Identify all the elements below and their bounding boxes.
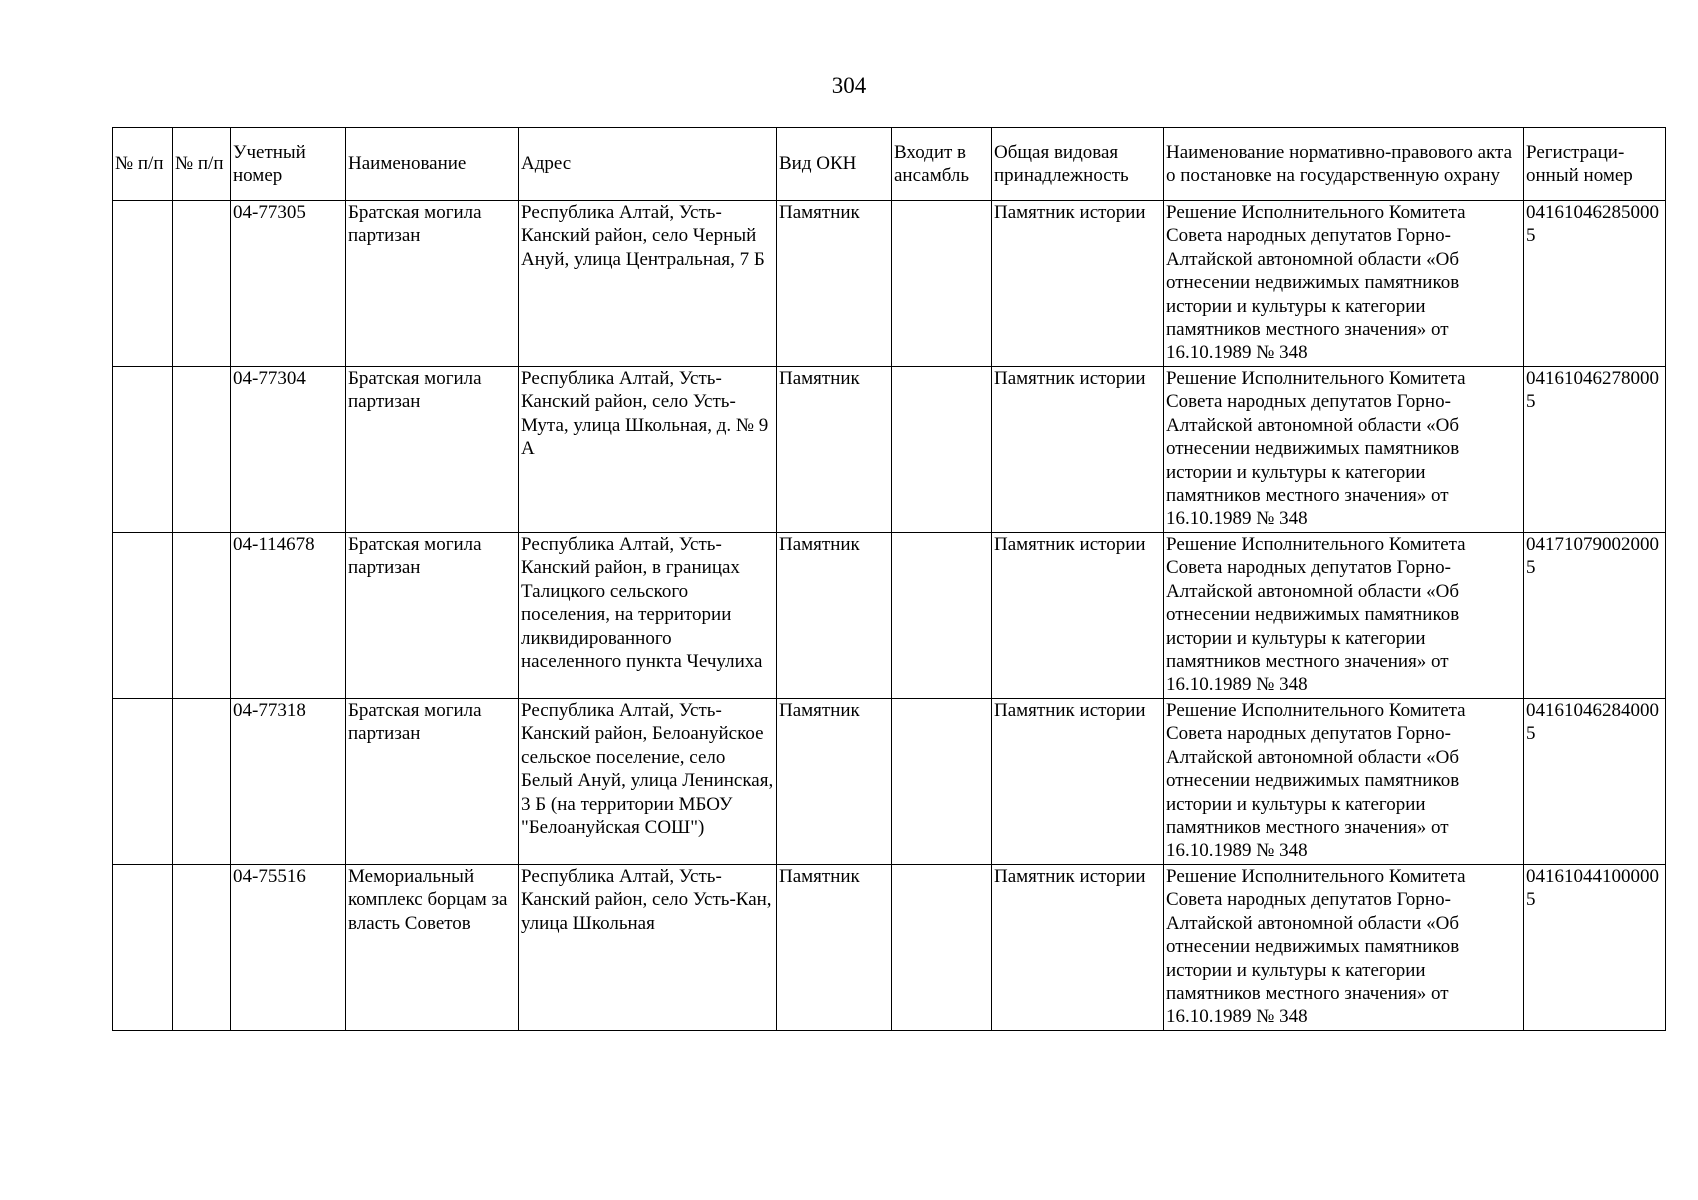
cell-address: Республика Алтай, Усть-Канский район, село Усть-Кан, улица Школьная	[519, 865, 777, 1031]
page-number: 304	[831, 73, 867, 98]
cell-row-number-2	[173, 699, 231, 865]
header-row-number-2: № п/п	[173, 128, 231, 201]
header-account-number: Учетный номер	[231, 128, 346, 201]
cell-name: Братская могила партизан	[346, 533, 519, 699]
cell-registration-number: 041710790020005	[1524, 533, 1666, 699]
table-row	[113, 201, 1666, 367]
cell-okn-type: Памятник	[777, 699, 892, 865]
cell-address: Республика Алтай, Усть-Канский район, в границах Талицкого сельского поселения, на территории ликвидированного населенного пункта Чечулиха	[519, 533, 777, 699]
cell-category: Памятник истории	[992, 865, 1164, 1031]
cell-okn-type: Памятник	[777, 201, 892, 367]
cell-ensemble	[892, 201, 992, 367]
cell-registration-number: 041610441000005	[1524, 865, 1666, 1031]
cell-account-number: 04-77318	[231, 699, 346, 865]
header-name: Наименование	[346, 128, 519, 201]
table-row	[113, 533, 1666, 699]
cell-row-number-2	[173, 533, 231, 699]
cell-name: Мемориальный комплекс борцам за власть Советов	[346, 865, 519, 1031]
cell-row-number-2	[173, 865, 231, 1031]
cell-address: Республика Алтай, Усть-Канский район, Белоануйское сельское поселение, село Белый Ануй, улица Ленинская, 3 Б (на территории МБОУ "Белоануйская СОШ")	[519, 699, 777, 865]
table-header-row	[113, 128, 1666, 201]
cell-account-number: 04-75516	[231, 865, 346, 1031]
cell-legal-act: Решение Исполнительного Комитета Совета народных депутатов Горно-Алтайской автономной области «Об отнесении недвижимых памятников истории и культуры к категории памятников местного значения» от 16.10.1989 № 348	[1164, 865, 1524, 1031]
cell-legal-act: Решение Исполнительного Комитета Совета народных депутатов Горно-Алтайской автономной области «Об отнесении недвижимых памятников истории и культуры к категории памятников местного значения» от 16.10.1989 № 348	[1164, 201, 1524, 367]
cell-row-number-1	[113, 865, 173, 1031]
cell-okn-type: Памятник	[777, 533, 892, 699]
cell-name: Братская могила партизан	[346, 201, 519, 367]
cell-name: Братская могила партизан	[346, 699, 519, 865]
heritage-registry-table	[112, 127, 1666, 1031]
header-okn-type: Вид ОКН	[777, 128, 892, 201]
cell-account-number: 04-114678	[231, 533, 346, 699]
cell-row-number-2	[173, 201, 231, 367]
header-ensemble: Входит в ансамбль	[892, 128, 992, 201]
cell-category: Памятник истории	[992, 367, 1164, 533]
cell-ensemble	[892, 533, 992, 699]
cell-category: Памятник истории	[992, 533, 1164, 699]
header-row-number-1: № п/п	[113, 128, 173, 201]
cell-row-number-1	[113, 201, 173, 367]
cell-ensemble	[892, 367, 992, 533]
header-address: Адрес	[519, 128, 777, 201]
cell-row-number-1	[113, 367, 173, 533]
cell-legal-act: Решение Исполнительного Комитета Совета народных депутатов Горно-Алтайской автономной области «Об отнесении недвижимых памятников истории и культуры к категории памятников местного значения» от 16.10.1989 № 348	[1164, 367, 1524, 533]
cell-legal-act: Решение Исполнительного Комитета Совета народных депутатов Горно-Алтайской автономной области «Об отнесении недвижимых памятников истории и культуры к категории памятников местного значения» от 16.10.1989 № 348	[1164, 699, 1524, 865]
cell-okn-type: Памятник	[777, 367, 892, 533]
table-row	[113, 367, 1666, 533]
cell-category: Памятник истории	[992, 699, 1164, 865]
cell-account-number: 04-77304	[231, 367, 346, 533]
cell-registration-number: 041610462840005	[1524, 699, 1666, 865]
cell-ensemble	[892, 865, 992, 1031]
cell-address: Республика Алтай, Усть-Канский район, село Черный Ануй, улица Центральная, 7 Б	[519, 201, 777, 367]
cell-registration-number: 041610462780005	[1524, 367, 1666, 533]
table-row	[113, 865, 1666, 1031]
cell-legal-act: Решение Исполнительного Комитета Совета народных депутатов Горно-Алтайской автономной области «Об отнесении недвижимых памятников истории и культуры к категории памятников местного значения» от 16.10.1989 № 348	[1164, 533, 1524, 699]
cell-account-number: 04-77305	[231, 201, 346, 367]
cell-category: Памятник истории	[992, 201, 1164, 367]
cell-registration-number: 041610462850005	[1524, 201, 1666, 367]
cell-okn-type: Памятник	[777, 865, 892, 1031]
table-row	[113, 699, 1666, 865]
header-registration-number: Регистраци-онный номер	[1524, 128, 1666, 201]
cell-row-number-1	[113, 533, 173, 699]
cell-ensemble	[892, 699, 992, 865]
cell-row-number-1	[113, 699, 173, 865]
header-category: Общая видовая принадлежность	[992, 128, 1164, 201]
cell-address: Республика Алтай, Усть-Канский район, село Усть-Мута, улица Школьная, д. № 9 А	[519, 367, 777, 533]
cell-row-number-2	[173, 367, 231, 533]
cell-name: Братская могила партизан	[346, 367, 519, 533]
header-legal-act: Наименование нормативно-правового акта о постановке на государственную охрану	[1164, 128, 1524, 201]
